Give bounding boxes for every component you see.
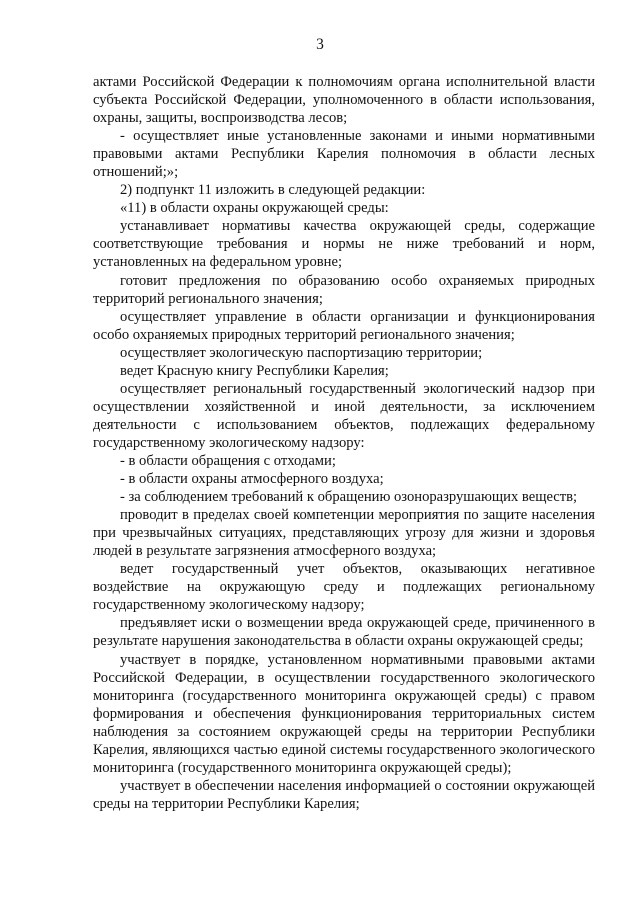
- paragraph-monitoring: участвует в порядке, установленном нормативными правовыми актами Российской Федерации, в осуществлении государственного экологического мониторинга (государственного мониторинга окружающей среды) с правом формирования и обеспечения функционирования территориальных систем наблюдения за состоянием окружающей среды на территории Республики Карелия, являющихся частью единой системы государственного экологического мониторинга (государственного мониторинга окружающей среды);: [93, 651, 595, 776]
- paragraph-subclause-11: «11) в области охраны окружающей среды:: [120, 200, 389, 217]
- paragraph-ecological-passport: осуществляет экологическую паспортизацию территории;: [120, 344, 483, 361]
- paragraph-public-information: участвует в обеспечении населения информацией о состоянии окружающей среды на территории Республики Карелия;: [93, 777, 595, 812]
- page-number: 3: [316, 36, 324, 53]
- paragraph-damage-claims: предъявляет иски о возмещении вреда окружающей среде, причиненного в результате нарушения законодательства в области охраны окружающей среды;: [93, 615, 595, 650]
- paragraph-other-powers: - осуществляет иные установленные законами и иными нормативными правовыми актами Республики Карелия полномочия в области лесных отношений;»;: [93, 128, 595, 181]
- paragraph-continuation: актами Российской Федерации к полномочиям органа исполнительной власти субъекта Российской Федерации, уполномоченного в области использования, охраны, защиты, воспроизводства лесов;: [93, 74, 595, 127]
- paragraph-state-registry: ведет государственный учет объектов, оказывающих негативное воздействие на окружающую среду и подлежащих региональному государственному экологическому надзору;: [93, 561, 595, 614]
- paragraph-protected-areas-proposals: готовит предложения по образованию особо охраняемых природных территорий регионального значения;: [93, 272, 595, 307]
- document-body: [93, 73, 595, 813]
- paragraph-emergency-protection: проводит в пределах своей компетенции мероприятия по защите населения при чрезвычайных ситуациях, представляющих угрозу для жизни и здоровья людей в результате загрязнения атмосферного воздуха;: [93, 507, 595, 560]
- paragraph-ecological-supervision: осуществляет региональный государственный экологический надзор при осуществлении хозяйственной и иной деятельности, за исключением деятельности с использованием объектов, подлежащих федеральному государственному экологическому надзору:: [93, 380, 595, 451]
- paragraph-quality-standards: устанавливает нормативы качества окружающей среды, содержащие соответствующие требования и нормы не ниже требований и норм, установленных на федеральном уровне;: [93, 218, 595, 271]
- list-item-ozone: - за соблюдением требований к обращению озоноразрушающих веществ;: [120, 489, 578, 506]
- list-item-waste: - в области обращения с отходами;: [120, 452, 336, 469]
- list-item-air: - в области охраны атмосферного воздуха;: [120, 471, 384, 488]
- paragraph-red-book: ведет Красную книгу Республики Карелия;: [120, 362, 389, 379]
- paragraph-protected-areas-management: осуществляет управление в области организации и функционирования особо охраняемых природных территорий регионального значения;: [93, 308, 595, 343]
- paragraph-amendment-intro: 2) подпункт 11 изложить в следующей редакции:: [120, 182, 426, 199]
